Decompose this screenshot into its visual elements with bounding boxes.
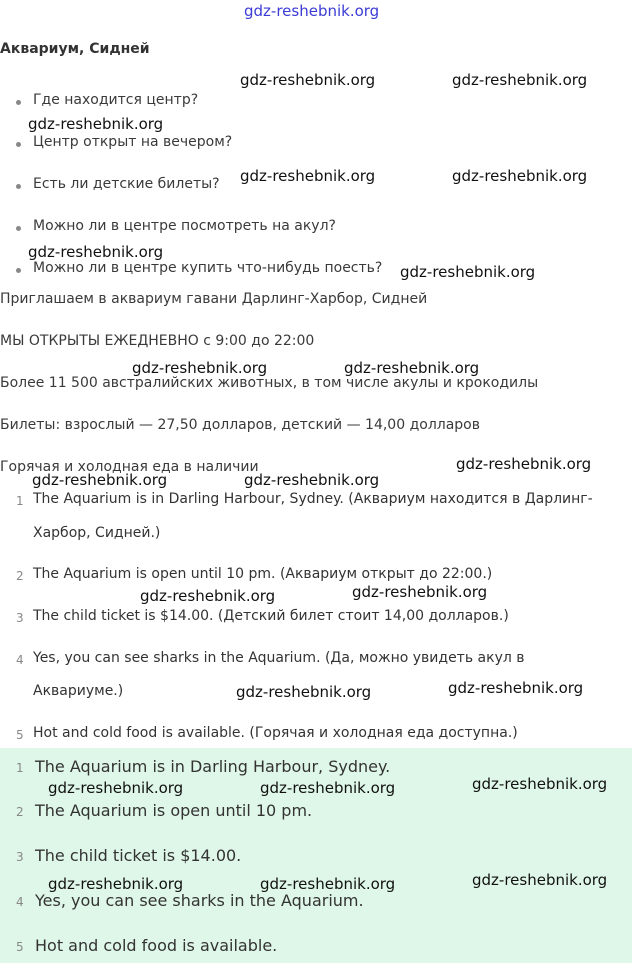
final-answer-text: Hot and cold food is available. [35,936,278,955]
watermark: gdz-reshebnik.org [456,455,592,473]
list-item: Есть ли детские билеты? [33,176,220,192]
watermark: gdz-reshebnik.org [448,679,584,697]
watermark: gdz-reshebnik.org [48,875,184,893]
answer-number: 1 [16,494,24,508]
answer-text: Yes, you can see sharks in the Aquarium. (Да, можно увидеть акул в [33,650,525,666]
watermark: gdz-reshebnik.org [32,471,168,489]
bullet-icon [16,142,21,147]
list-item: Где находится центр? [33,92,199,108]
bullet-icon [16,226,21,231]
watermark: gdz-reshebnik.org [28,243,164,261]
bullet-icon [16,184,21,189]
list-item: Можно ли в центре купить что-нибудь поесть? [33,260,383,276]
info-line: Горячая и холодная еда в наличии [0,459,259,475]
answer-number: 4 [16,653,24,667]
list-item: Можно ли в центре посмотреть на акул? [33,218,336,234]
answer-number: 5 [16,728,24,742]
info-line: Приглашаем в аквариум гавани Дарлинг-Харбор, Сидней [0,291,428,307]
watermark: gdz-reshebnik.org [452,167,588,185]
list-item: Центр открыт на вечером? [33,134,233,150]
watermark: gdz-reshebnik.org [472,871,608,889]
final-answer-number: 3 [16,850,24,864]
final-answer-number: 5 [16,940,24,954]
answer-text: The child ticket is $14.00. (Детский билет стоит 14,00 долларов.) [33,608,509,624]
watermark: gdz-reshebnik.org [240,71,376,89]
final-answer-text: Yes, you can see sharks in the Aquarium. [35,891,364,910]
info-line: Билеты: взрослый — 27,50 долларов, детский — 14,00 долларов [0,417,480,433]
watermark: gdz-reshebnik.org [400,263,536,281]
info-line: Более 11 500 австралийских животных, в том числе акулы и крокодилы [0,375,539,391]
final-answer-text: The Aquarium is in Darling Harbour, Sydney. [35,757,391,776]
watermark: gdz-reshebnik.org [352,583,488,601]
answer-number: 3 [16,611,24,625]
watermark: gdz-reshebnik.org [344,359,480,377]
answer-text-cont: Харбор, Сидней.) [33,525,161,541]
final-answer-number: 2 [16,805,24,819]
watermark: gdz-reshebnik.org [28,115,164,133]
watermark: gdz-reshebnik.org [244,471,380,489]
watermark: gdz-reshebnik.org [452,71,588,89]
watermark: gdz-reshebnik.org [236,683,372,701]
final-answer-number: 4 [16,895,24,909]
watermark: gdz-reshebnik.org [260,779,396,797]
final-answer-text: The child ticket is $14.00. [35,846,242,865]
answer-text: The Aquarium is in Darling Harbour, Sydney. (Аквариум находится в Дарлинг- [33,491,593,507]
watermark-top: gdz-reshebnik.org [244,2,380,20]
final-answer-number: 1 [16,761,24,775]
answer-text: The Aquarium is open until 10 pm. (Аквариум открыт до 22:00.) [33,566,493,582]
bullet-icon [16,268,21,273]
watermark: gdz-reshebnik.org [472,775,608,793]
answer-number: 2 [16,569,24,583]
watermark: gdz-reshebnik.org [48,779,184,797]
final-answer-text: The Aquarium is open until 10 pm. [35,801,313,820]
info-line: МЫ ОТКРЫТЫ ЕЖЕДНЕВНО с 9:00 до 22:00 [0,333,315,349]
answer-text: Hot and cold food is available. (Горячая и холодная еда доступна.) [33,725,518,741]
watermark: gdz-reshebnik.org [132,359,268,377]
watermark: gdz-reshebnik.org [140,587,276,605]
watermark: gdz-reshebnik.org [260,875,396,893]
answer-text-cont: Аквариуме.) [33,683,124,699]
page-title: Аквариум, Сидней [0,41,150,57]
watermark: gdz-reshebnik.org [240,167,376,185]
bullet-icon [16,100,21,105]
